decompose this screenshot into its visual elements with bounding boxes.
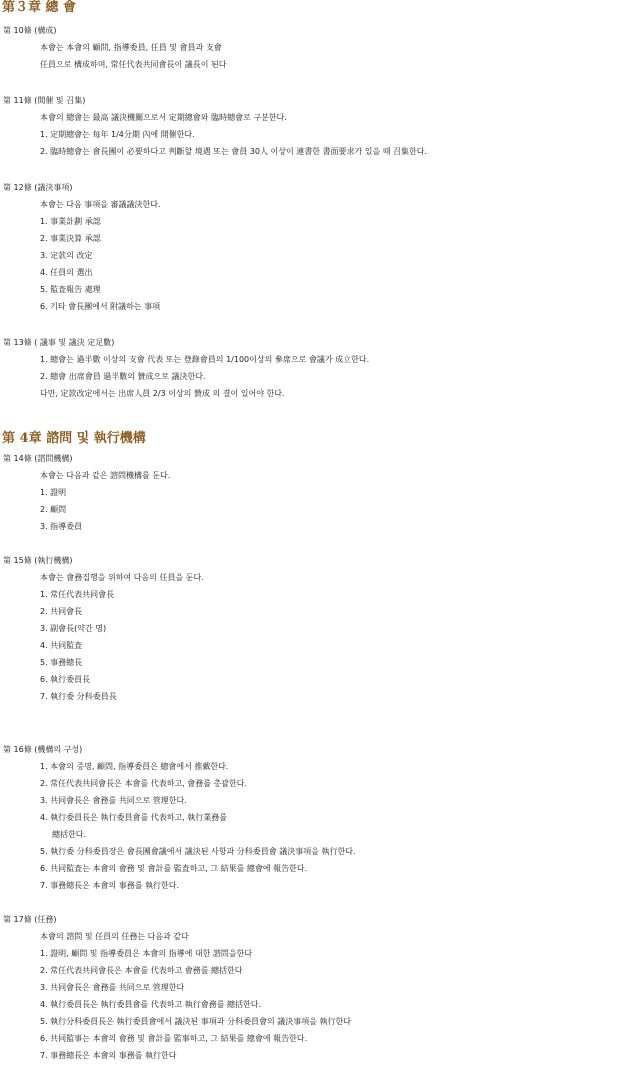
chapter-4-title: 第 4章 諮問 및 執行機構 — [2, 431, 146, 446]
article-16 — [0, 741, 637, 894]
article-line: 2. 常任代表共同會長은 本會를 代表하고 會務를 總括한다 — [40, 966, 243, 975]
article-line: 7. 事務總長은 本會의 事務를 執行한다. — [40, 881, 179, 890]
article-line: 5. 執行委 分科委員장은 會長團會議에서 議決된 사항과 分科委員會 議決事項을 執行한다. — [40, 847, 356, 856]
article-line: 5. 監査報告 處理 — [40, 285, 101, 294]
article-line: 5. 事務總長 — [40, 658, 83, 667]
article-line: 1. 證明, 顧問 및 指導委員은 本會의 指導에 대한 諮問을한다 — [40, 949, 253, 958]
article-line: 7. 事務總長은 本會의 事務를 執行한다 — [40, 1051, 177, 1060]
article-line: 3. 共同會長은 會務를 共同으로 管理한다. — [40, 796, 187, 805]
article-line: 1. 事業計劃 承認 — [40, 217, 101, 226]
article-title: 第 13條 ( 議事 및 議決 定足數) — [3, 338, 115, 347]
article-title: 第 15條 (執行機構) — [3, 556, 73, 565]
article-17 — [0, 911, 637, 1064]
article-line: 本會의 總會는 最高 議決機關으로서 定期總會와 臨時總會로 구분한다. — [40, 113, 287, 122]
article-title: 第 12條 (議決事項) — [3, 183, 73, 192]
article-line: 本會의 諮問 및 任員의 任務는 다음과 같다 — [40, 932, 189, 941]
article-14 — [0, 450, 637, 535]
article-line: 4. 共同監査 — [40, 641, 83, 650]
article-line: 2. 顧問 — [40, 505, 67, 514]
article-line: 3. 副會長(약간 명) — [40, 624, 107, 633]
article-line: 1. 證明 — [40, 488, 67, 497]
article-line: 3. 指導委員 — [40, 522, 83, 531]
article-13 — [0, 334, 637, 402]
article-line: 1. 總會는 過半數 이상의 支會 代表 또는 登錄會員의 1/100이상의 參席으로 會議가 成立한다. — [40, 355, 370, 364]
article-line: 4. 執行委員長은 執行委員會를 代表하고, 執行業務를 — [40, 813, 227, 822]
article-line: 4. 執行委員長은 執行委員會를 代表하고 執行會務를 總括한다. — [40, 1000, 261, 1009]
article-line: 다만, 定款改定에서는 出席人員 2/3 이상의 贊成 의 결이 있어야 한다. — [40, 389, 285, 398]
article-line: 3. 共同會長은 會務를 共同으로 管理한다 — [40, 983, 185, 992]
article-line: 6. 기타 會長團에서 附議하는 事項 — [40, 302, 161, 311]
article-line: 2. 總會 出席會員 過半數의 贊成으로 議決한다. — [40, 372, 206, 381]
article-line: 本會는 다음 事項을 審議議決한다. — [40, 200, 161, 209]
article-line: 本會는 本會의 顧問, 指導委員, 任員 및 會員과 支會 — [40, 43, 222, 52]
article-line: 任員으로 構成하며, 常任代表共同會長이 議長이 된다 — [40, 60, 227, 69]
article-title: 第 14條 (諮問機構) — [3, 454, 73, 463]
article-line: 6. 共同監査는 本會의 會務 및 會計를 監査하고, 그 結果를 總會에 報告한다. — [40, 864, 308, 873]
article-line: 4. 任員의 選出 — [40, 268, 93, 277]
article-line: 2. 共同會長 — [40, 607, 83, 616]
article-line: 6. 共同監事는 本會의 會務 및 會計를 監事하고, 그 結果를 總會에 報告한다. — [40, 1034, 308, 1043]
article-line: 1. 常任代表共同會長 — [40, 590, 115, 599]
chapter-3-title: 第３章 總 會 — [2, 0, 77, 15]
article-title: 第 16條 (機構의 구성) — [3, 745, 83, 754]
article-line: 本會는 會務집행을 위하여 다음의 任員을 둔다. — [40, 573, 204, 582]
article-title: 第 17條 (任務) — [3, 915, 57, 924]
article-line: 2. 事業決算 承認 — [40, 234, 101, 243]
article-12 — [0, 179, 637, 315]
article-line: 7. 執行委 分科委員長 — [40, 692, 117, 701]
article-line: 1. 定期總會는 每年 1/4分期 內에 開催한다. — [40, 130, 195, 139]
article-line: 2. 臨時總會는 會長團이 必要하다고 判斷할 境遇 또는 會員 30人 이상이 連書한 書面要求가 있을 때 召集한다. — [40, 147, 428, 156]
article-11 — [0, 92, 637, 160]
article-line: 2. 常任代表共同會長은 本會를 代表하고, 會務를 총괄한다. — [40, 779, 247, 788]
article-line: 1. 本會의 증명, 顧問, 指導委員은 總會에서 推戴한다. — [40, 762, 229, 771]
article-line: 5. 執行分科委員長은 執行委員會에서 議決된 事項과 分科委員會의 議決事項을 執行한다 — [40, 1017, 351, 1026]
article-15 — [0, 552, 637, 705]
article-10 — [0, 22, 637, 73]
article-title: 第 11條 (開催 및 召集) — [3, 96, 86, 105]
article-line: 6. 執行委員長 — [40, 675, 91, 684]
article-line: 3. 定款의 改定 — [40, 251, 93, 260]
article-title: 第 10條 (構成) — [3, 26, 57, 35]
article-line: 本會는 다음과 같은 諮問機構를 둔다. — [40, 471, 171, 480]
article-line: 總括한다. — [52, 830, 86, 839]
